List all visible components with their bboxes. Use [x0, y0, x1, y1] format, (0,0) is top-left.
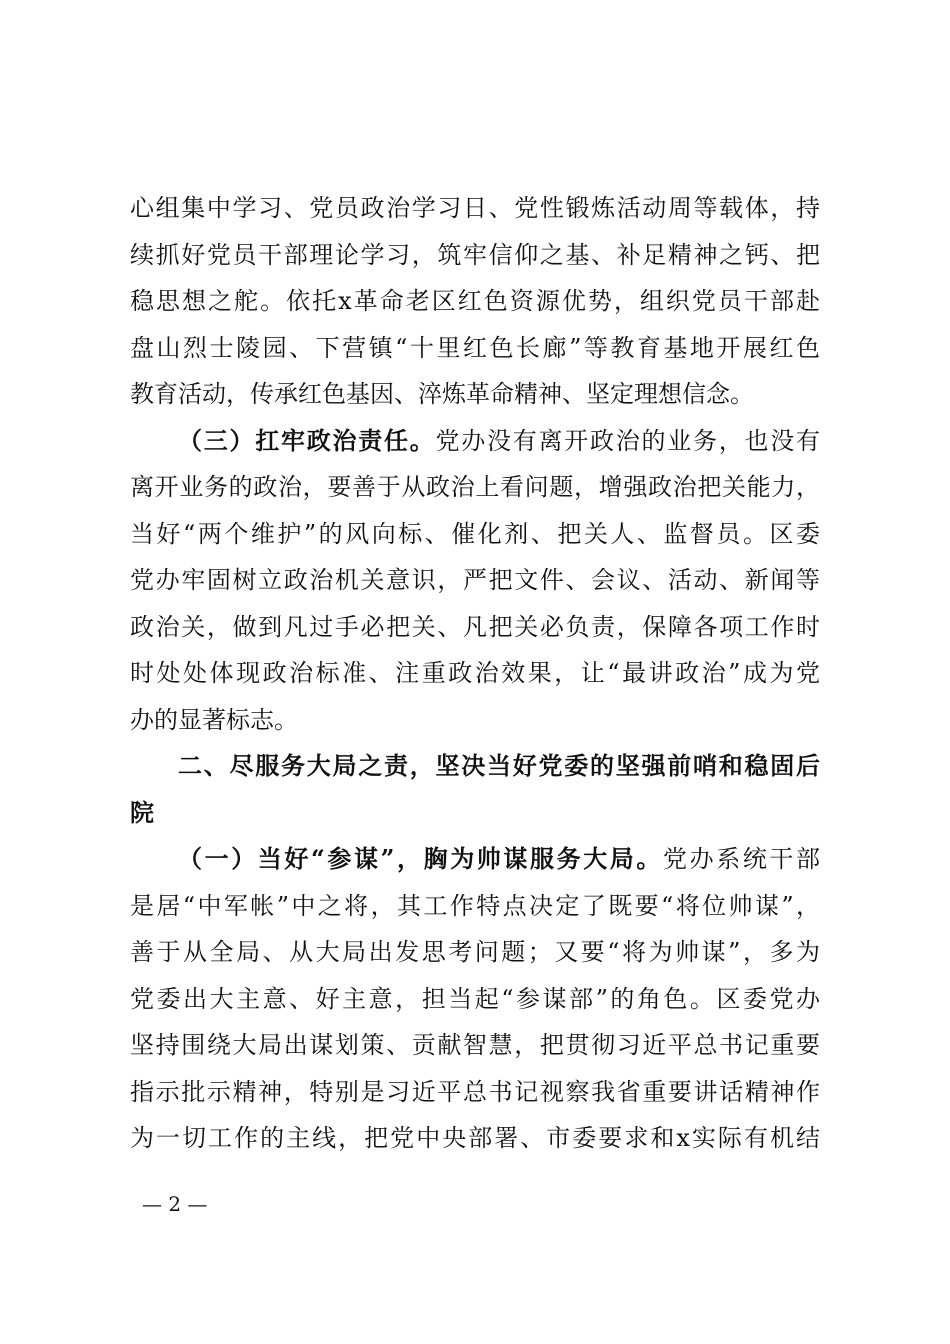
body-line: 续抓好党员干部理论学习，筑牢信仰之基、补足精神之钙、把 — [130, 240, 820, 269]
body-line: 时处处体现政治标准、注重政治效果，让“最讲政治”成为党 — [130, 659, 820, 687]
body-line: 离开业务的政治，要善于从政治上看问题，增强政治把关能力， — [130, 473, 820, 501]
body-line: 当好“两个维护”的风向标、催化剂、把关人、监督员。区委 — [130, 519, 820, 548]
body-line: 坚持围绕大局出谋划策、贡献智慧，把贯彻习近平总书记重要 — [130, 1031, 820, 1059]
body-line: 心组集中学习、党员政治学习日、党性锻炼活动周等载体，持 — [130, 194, 820, 222]
subsection-1-line-rest: 党办系统干部 — [663, 845, 820, 873]
body-line: 办的显著标志。 — [130, 705, 298, 734]
subsection-1-heading: （一）当好“参谋”，胸为帅谋服务大局。 — [178, 844, 664, 873]
body-line: 为一切工作的主线，把党中央部署、市委要求和x实际有机结 — [130, 1124, 820, 1152]
body-line: 党委出大主意、好主意，担当起“参谋部”的角色。区委党办 — [130, 984, 820, 1013]
body-line: 政治关，做到凡过手必把关、凡把关必负责，保障各项工作时 — [130, 612, 820, 641]
body-line: 党办牢固树立政治机关意识，严把文件、会议、活动、新闻等 — [130, 566, 820, 594]
subsection-1-first-line — [130, 836, 820, 883]
paragraph-3-line-rest: 党办没有离开政治的业务，也没有 — [435, 426, 820, 455]
body-line: 盘山烈士陵园、下营镇“十里红色长廊”等教育基地开展红色 — [130, 333, 820, 362]
body-text — [130, 185, 820, 1162]
page-number: — 2 — — [142, 1192, 208, 1216]
body-line: 稳思想之舵。依托x革命老区红色资源优势，组织党员干部赴 — [130, 287, 820, 315]
paragraph-3-heading: （三）扛牢政治责任。 — [178, 425, 436, 455]
paragraph-3-first-line — [130, 418, 820, 465]
section-2-heading-cont: 院 — [130, 798, 154, 827]
section-2-heading: 二、尽服务大局之责，坚决当好党委的坚强前哨和稳固后 — [178, 752, 820, 780]
body-line: 是居“中军帐”中之将，其工作特点决定了既要“将位帅谋”， — [130, 891, 820, 920]
body-line: 善于从全局、从大局出发思考问题；又要“将为帅谋”，多为 — [130, 938, 820, 966]
body-line: 教育活动，传承红色基因、淬炼革命精神、坚定理想信念。 — [130, 380, 754, 408]
body-line: 指示批示精神，特别是习近平总书记视察我省重要讲话精神作 — [130, 1077, 820, 1106]
